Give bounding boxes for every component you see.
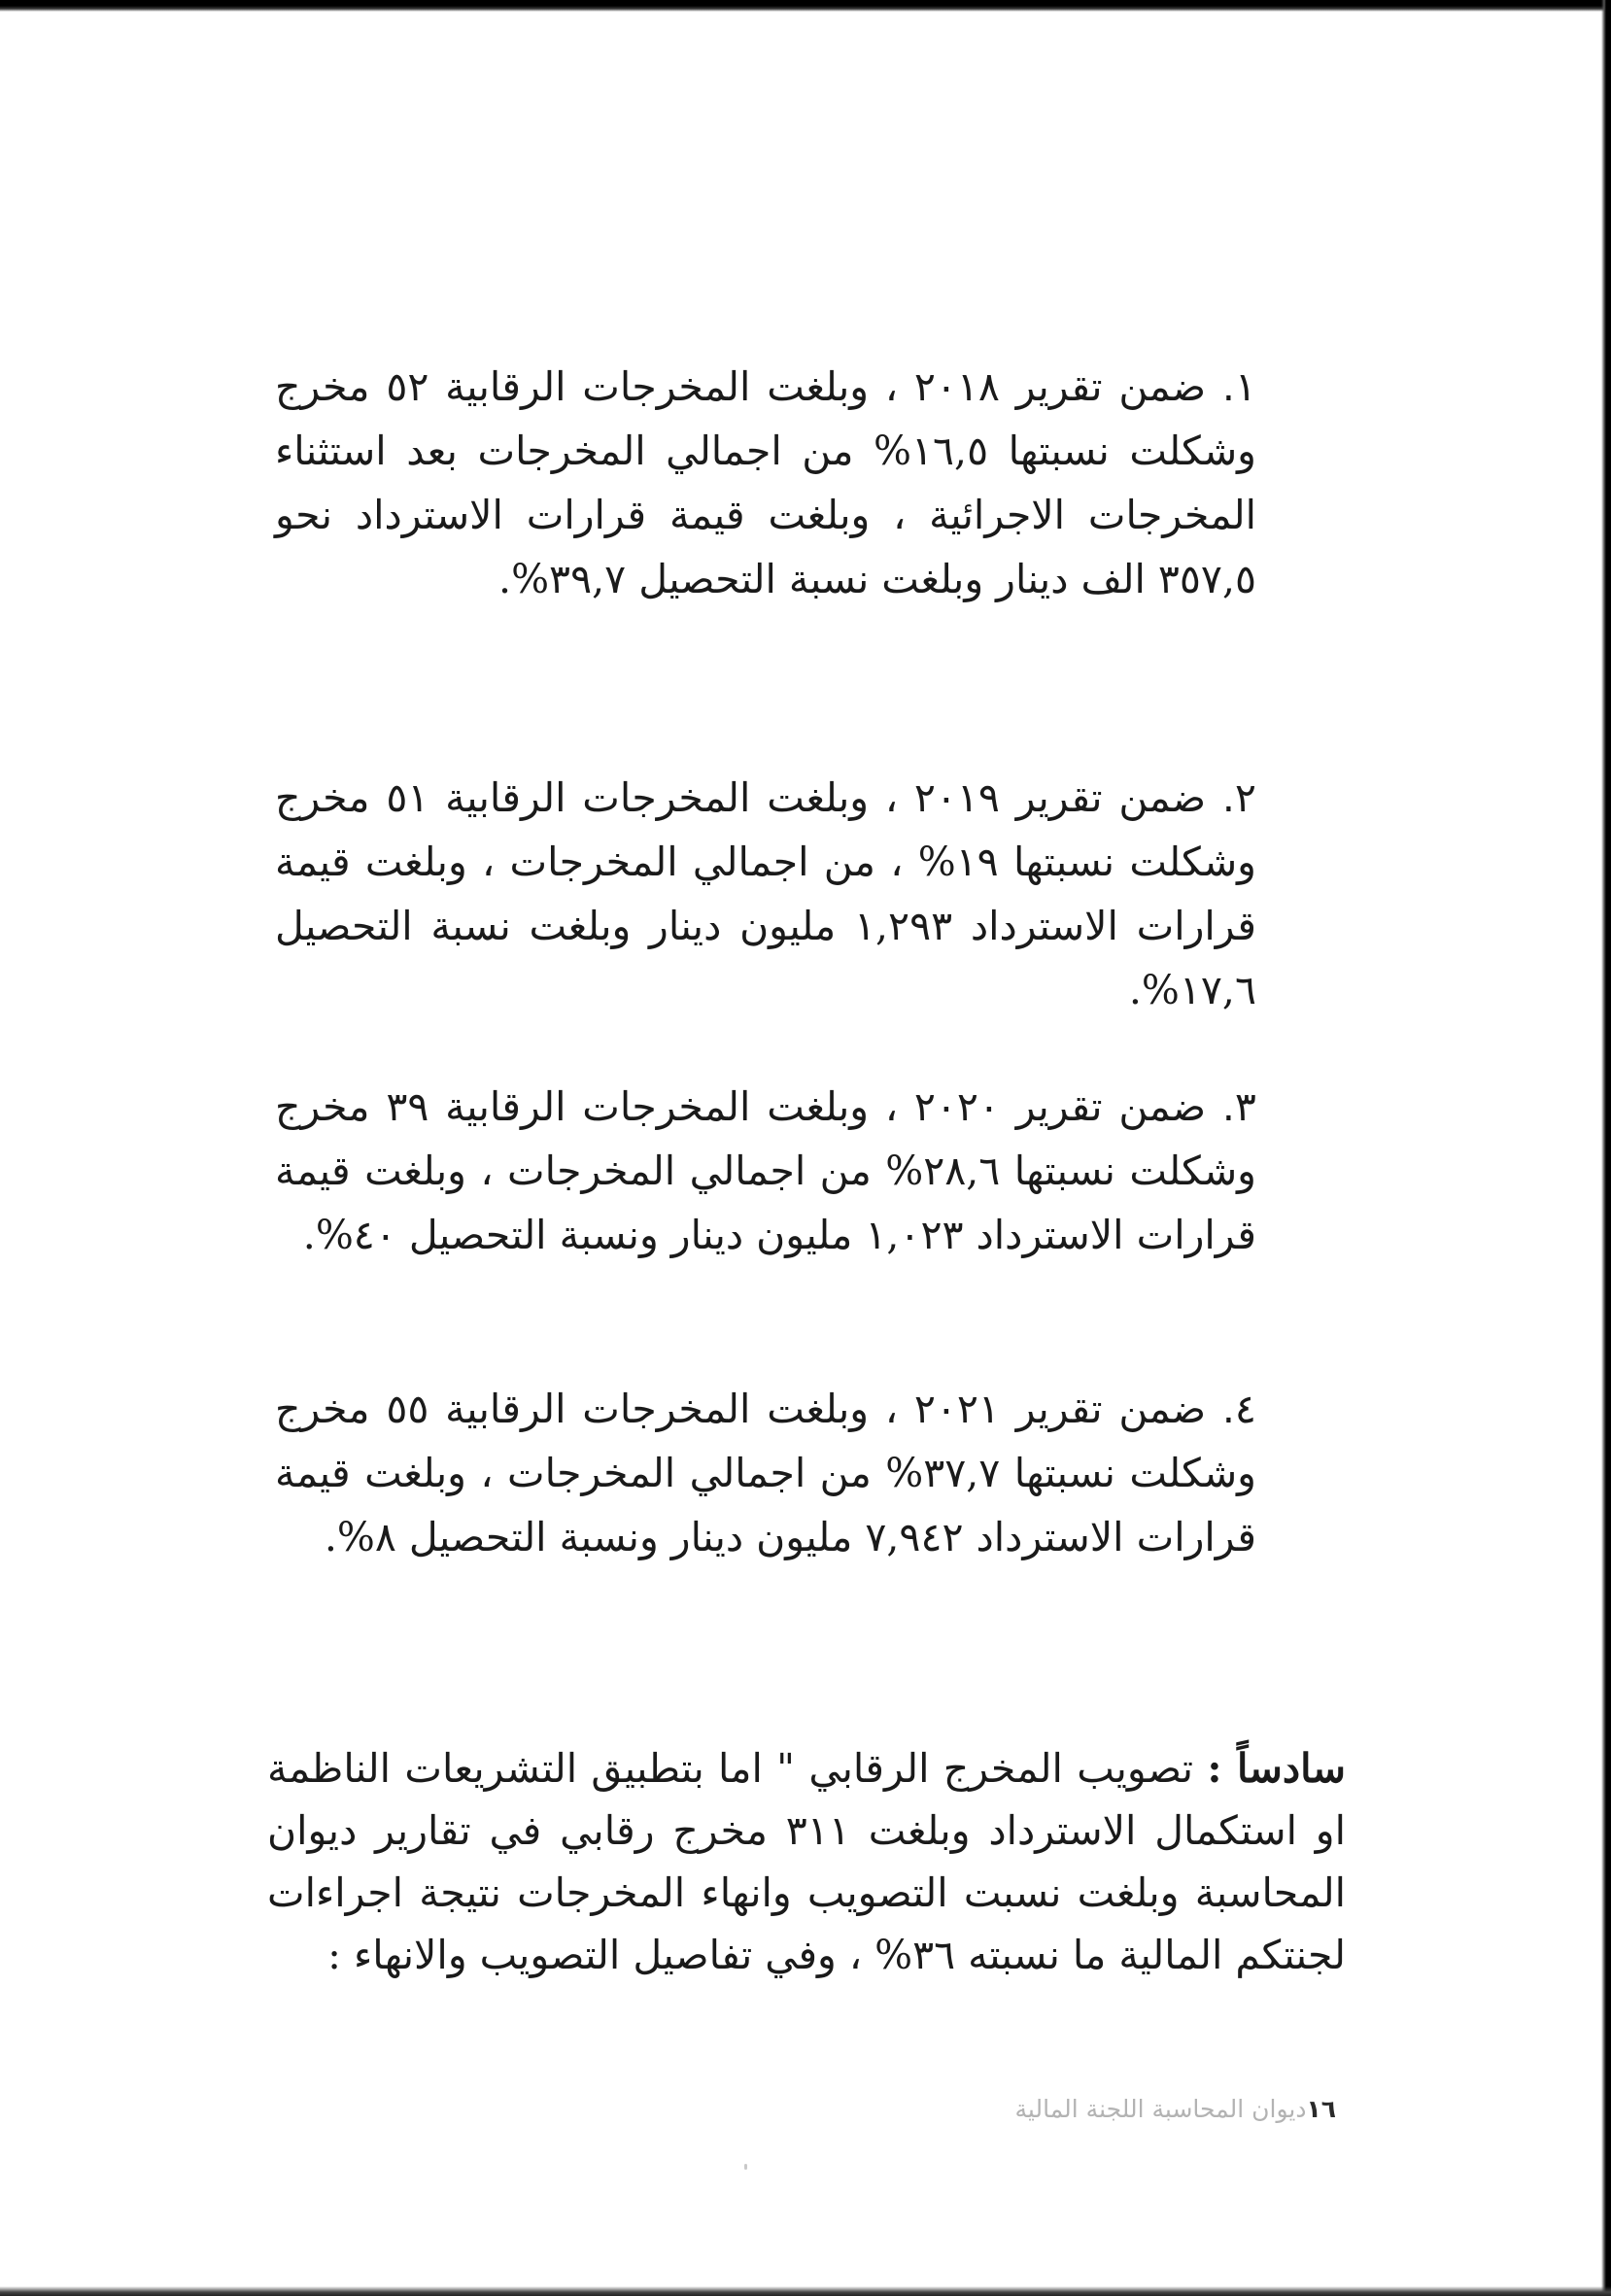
footer-label: ديوان المحاسبة اللجنة المالية (1014, 2095, 1307, 2123)
scan-edge-right (1601, 0, 1611, 2296)
list-item-text: ضمن تقرير ٢٠١٨ ، وبلغت المخرجات الرقابية ٥٢ مخرج وشكلت نسبتها ١٦,٥% من اجمالي المخرجات بعد استثناء المخرجات الاجرائية ، وبلغت قيمة قرارات الاسترداد نحو ٣٥٧,٥ الف دينار وبلغت نسبة التحصيل ٣٩,٧%. (275, 363, 1256, 602)
section-six-text: تصويب المخرج الرقابي " اما بتطبيق التشريعات الناظمة او استكمال الاسترداد وبلغت ٣١١ مخرج رقابي في تقارير ديوان المحاسبة وبلغت نسبت التصويب وانهاء المخرجات نتيجة اجراءات لجنتكم المالية ما نسبته ٣٦% ، وفي تفاصيل التصويب والانهاء : (267, 1745, 1346, 1978)
scan-speck (744, 2164, 747, 2170)
list-item-1 (275, 355, 1256, 611)
list-item-4 (275, 1377, 1256, 1569)
page-number: ١٦ (1306, 2095, 1336, 2123)
list-item-text: ضمن تقرير ٢٠١٩ ، وبلغت المخرجات الرقابية ٥١ مخرج وشكلت نسبتها ١٩% ، من اجمالي المخرجات ، وبلغت قيمة قرارات الاسترداد ١,٢٩٣ مليون دينار وبلغت نسبة التحصيل ١٧,٦%. (275, 774, 1256, 1013)
list-item-text: ضمن تقرير ٢٠٢١ ، وبلغت المخرجات الرقابية ٥٥ مخرج وشكلت نسبتها ٣٧,٧% من اجمالي المخرجات ، وبلغت قيمة قرارات الاسترداد ٧,٩٤٢ مليون دينار ونسبة التحصيل ٨%. (275, 1386, 1256, 1560)
list-item-3 (275, 1075, 1256, 1267)
page-footer (1015, 2095, 1336, 2123)
list-item-2 (275, 766, 1256, 1022)
section-six-paragraph (267, 1737, 1346, 1986)
section-six-heading: سادساً : (1207, 1745, 1346, 1792)
list-item-marker: ٢. (1221, 774, 1256, 821)
list-item-marker: ٣. (1221, 1083, 1256, 1130)
scan-edge-top (0, 0, 1611, 12)
list-item-marker: ١. (1221, 363, 1256, 410)
list-item-marker: ٤. (1221, 1386, 1256, 1432)
list-item-text: ضمن تقرير ٢٠٢٠ ، وبلغت المخرجات الرقابية ٣٩ مخرج وشكلت نسبتها ٢٨,٦% من اجمالي المخرجات ، وبلغت قيمة قرارات الاسترداد ١,٠٢٣ مليون دينار ونسبة التحصيل ٤٠%. (275, 1083, 1256, 1258)
scan-edge-bottom (0, 2286, 1611, 2296)
